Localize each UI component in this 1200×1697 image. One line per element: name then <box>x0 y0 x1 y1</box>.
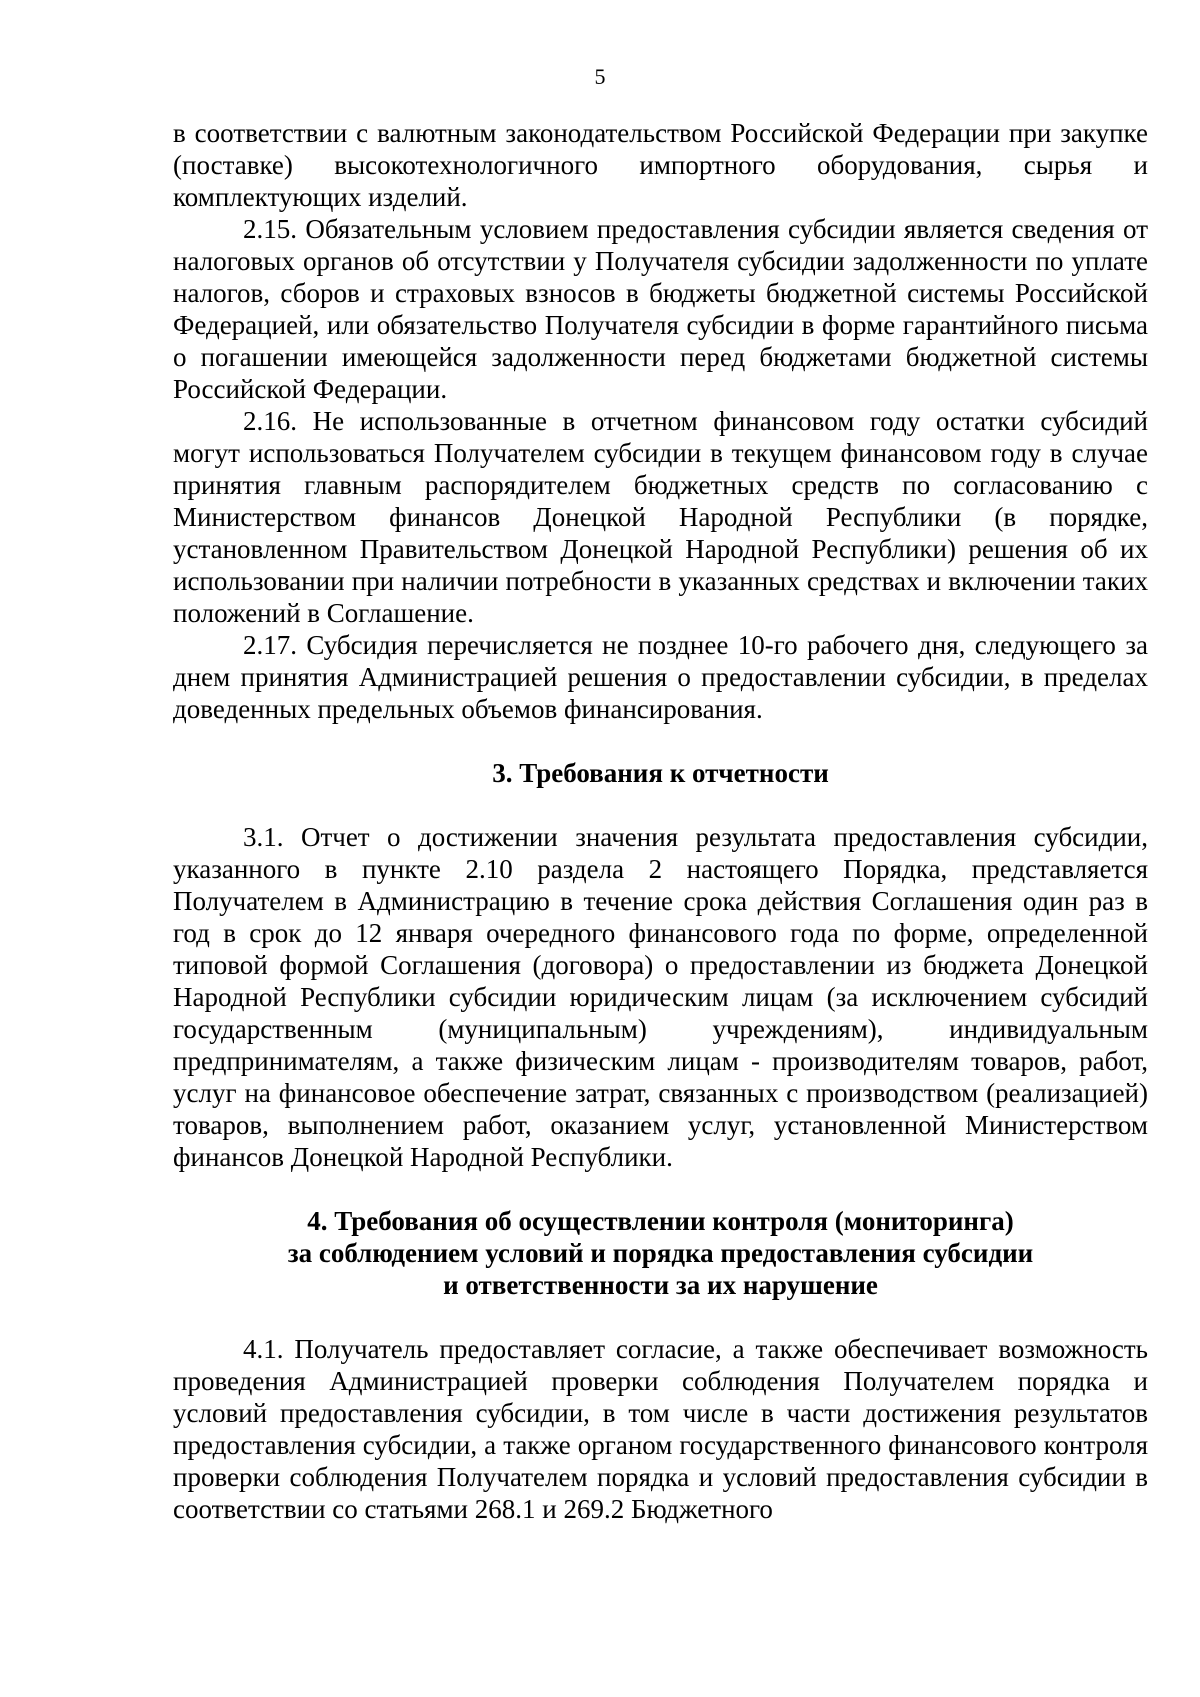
paragraph-continued: в соответствии с валютным законодательством Российской Федерации при закупке (поставке) высокотехнологичного импортного оборудования, сырья и комплектующих изделий. <box>173 118 1148 212</box>
section-4-heading-line-2: за соблюдением условий и порядка предоставления субсидии <box>287 1238 1034 1268</box>
paragraph-4-1: 4.1. Получатель предоставляет согласие, а также обеспечивает возможность проведения Администрацией проверки соблюдения Получателем порядка и условий предоставления субсидии, в том числе в части достижения результатов предоставления субсидии, а также органом государственного финансового контроля проверки соблюдения Получателем порядка и условий предоставления субсидии в соответствии со статьями 268.1 и 269.2 Бюджетного <box>173 1334 1148 1524</box>
spacer <box>173 725 1148 757</box>
section-3-heading: 3. Требования к отчетности <box>492 758 829 788</box>
section-4-heading-line-3: и ответственности за их нарушение <box>443 1270 878 1300</box>
page-number: 5 <box>594 64 606 89</box>
paragraph-2-17: 2.17. Субсидия перечисляется не позднее 10-го рабочего дня, следующего за днем принятия Администрацией решения о предоставлении субсидии, в пределах доведенных предельных объемов финансирования. <box>173 630 1148 724</box>
spacer <box>173 1301 1148 1333</box>
spacer <box>173 1173 1148 1205</box>
section-4-heading <box>173 1205 1148 1301</box>
document-body <box>173 117 1148 1525</box>
paragraph-2-15: 2.15. Обязательным условием предоставления субсидии является сведения от налоговых органов об отсутствии у Получателя субсидии задолженности по уплате налогов, сборов и страховых взносов в бюджеты бюджетной системы Российской Федерацией, или обязательство Получателя субсидии в форме гарантийного письма о погашении имеющейся задолженности перед бюджетами бюджетной системы Российской Федерации. <box>173 214 1148 404</box>
section-4-heading-line-1: 4. Требования об осуществлении контроля (мониторинга) <box>307 1206 1014 1236</box>
paragraph-3-1: 3.1. Отчет о достижении значения результата предоставления субсидии, указанного в пункте 2.10 раздела 2 настоящего Порядка, представляется Получателем в Администрацию в течение срока действия Соглашения один раз в год в срок до 12 января очередного финансового года по форме, определенной типовой формой Соглашения (договора) о предоставлении из бюджета Донецкой Народной Республики субсидии юридическим лицам (за исключением субсидий государственным (муниципальным) учреждениям), индивидуальным предпринимателям, а также физическим лицам - производителям товаров, работ, услуг на финансовое обеспечение затрат, связанных с производством (реализацией) товаров, выполнением работ, оказанием услуг, установленной Министерством финансов Донецкой Народной Республики. <box>173 822 1148 1172</box>
spacer <box>173 789 1148 821</box>
paragraph-2-16: 2.16. Не использованные в отчетном финансовом году остатки субсидий могут использоваться Получателем субсидии в текущем финансовом году в случае принятия главным распорядителем бюджетных средств по согласованию с Министерством финансов Донецкой Народной Республики (в порядке, установленном Правительством Донецкой Народной Республики) решения об их использовании при наличии потребности в указанных средствах и включении таких положений в Соглашение. <box>173 406 1148 628</box>
